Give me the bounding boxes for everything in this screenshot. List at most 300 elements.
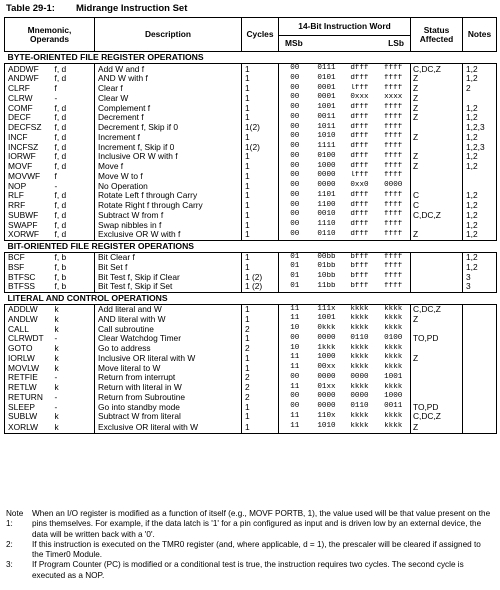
opcode-cell: kkkk <box>343 422 377 434</box>
opcode-msb-cell: 00 <box>290 64 300 73</box>
opcode-cell: 01bb <box>317 262 336 271</box>
cycles-cell: 1 <box>242 191 279 201</box>
opcode-lsb-cell: 1000 <box>377 392 411 402</box>
description-cell: Inclusive OR literal with W <box>95 353 242 363</box>
description-cell: Bit Set f <box>95 262 242 272</box>
notes-cell <box>463 344 497 354</box>
notes-cell <box>463 324 497 334</box>
opcode-cell: 0kkk <box>317 324 336 333</box>
status-affected-cell: Z <box>411 113 463 123</box>
notes-cell: 1,2 <box>463 220 497 230</box>
operands-cell: k <box>53 314 95 324</box>
opcode-cell: kkkk <box>350 353 369 362</box>
section-header-row <box>5 240 497 252</box>
opcode-cell: 0110 <box>317 229 336 238</box>
opcode-msb-cell: 00 <box>290 142 300 151</box>
opcode-cell: 1kkk <box>317 343 336 352</box>
instruction-row <box>5 402 497 412</box>
opcode-msb-cell: 11 <box>290 304 300 313</box>
section-header-row <box>5 292 497 304</box>
opcode-cell: dfff <box>350 132 369 141</box>
opcode-cell: 0000 <box>317 181 336 190</box>
mnemonic-cell: NOP <box>5 181 53 191</box>
opcode-cell: 0000 <box>317 333 336 342</box>
status-affected-cell <box>411 171 463 181</box>
instruction-row <box>5 412 497 422</box>
opcode-lsb-cell: kkkk <box>377 304 411 314</box>
opcode-cell: bfff <box>350 281 369 290</box>
opcode-cell: 0000 <box>350 392 369 401</box>
operands-cell: k <box>53 422 95 434</box>
status-affected-cell: Z <box>411 314 463 324</box>
operands-cell: k <box>53 412 95 422</box>
mnemonic-cell: ANDWF <box>5 74 53 84</box>
description-cell: Bit Test f, Skip if Clear <box>95 272 242 282</box>
note-label: 3: <box>6 560 13 570</box>
opcode-lsb-cell: xxxx <box>377 93 411 103</box>
status-affected-cell <box>411 344 463 354</box>
description-cell: Go to address <box>95 344 242 354</box>
mnemonic-cell: XORLW <box>5 422 53 434</box>
instruction-row <box>5 282 497 292</box>
opcode-lsb-cell: kkkk <box>377 363 411 373</box>
notes-cell: 1,2 <box>463 201 497 211</box>
opcode-msb-cell: 00 <box>290 402 300 411</box>
operands-cell: k <box>53 304 95 314</box>
mnemonic-cell: RETLW <box>5 383 53 393</box>
operands-cell: - <box>53 373 95 383</box>
mnemonic-cell: MOVF <box>5 162 53 172</box>
description-cell: Return from interrupt <box>95 373 242 383</box>
opcode-msb-cell: 00 <box>290 372 300 381</box>
notes-cell <box>463 314 497 324</box>
opcode-cell: 0100 <box>317 151 336 160</box>
mnemonic-cell: CLRW <box>5 93 53 103</box>
opcode-msb-cell: 00 <box>290 190 300 199</box>
opcode-cell: 1001 <box>317 314 336 323</box>
opcode-lsb-cell: ffff <box>377 171 411 181</box>
opcode-msb-cell: 00 <box>290 392 300 401</box>
opcode-cell: dfff <box>350 151 369 160</box>
notes-cell: 3 <box>463 282 497 292</box>
description-cell: Add W and f <box>95 64 242 74</box>
cycles-cell: 1 <box>242 113 279 123</box>
header-lsb: LSb <box>343 36 411 52</box>
instruction-row <box>5 113 497 123</box>
notes-cell: 1,2 <box>463 230 497 240</box>
status-affected-cell <box>411 363 463 373</box>
mnemonic-cell: ANDLW <box>5 314 53 324</box>
header-cycles: Cycles <box>242 18 279 52</box>
cycles-cell: 1(2) <box>242 123 279 133</box>
mnemonic-cell: BSF <box>5 262 53 272</box>
cycles-cell: 1 <box>242 262 279 272</box>
cycles-cell: 1 <box>242 314 279 324</box>
instruction-row <box>5 422 497 434</box>
instruction-row <box>5 181 497 191</box>
notes-cell <box>463 181 497 191</box>
opcode-cell: dfff <box>350 229 369 238</box>
opcode-cell: 1001 <box>317 103 336 112</box>
notes-cell <box>463 383 497 393</box>
opcode-cell: 1000 <box>317 161 336 170</box>
instruction-row <box>5 191 497 201</box>
opcode-lsb-cell: ffff <box>377 152 411 162</box>
instruction-row <box>5 171 497 181</box>
cycles-cell: 2 <box>242 383 279 393</box>
notes-cell: 1,2 <box>463 162 497 172</box>
description-cell: Inclusive OR W with f <box>95 152 242 162</box>
notes-cell: 1,2 <box>463 103 497 113</box>
opcode-cell: 1011 <box>317 122 336 131</box>
opcode-cell: 0010 <box>317 210 336 219</box>
notes-cell: 1,2 <box>463 210 497 220</box>
notes-cell: 1,2,3 <box>463 123 497 133</box>
description-cell: Rotate Left f through Carry <box>95 191 242 201</box>
section-title: LITERAL AND CONTROL OPERATIONS <box>5 292 497 304</box>
cycles-cell: 1 <box>242 210 279 220</box>
cycles-cell: 1(2) <box>242 142 279 152</box>
status-affected-cell: Z <box>411 162 463 172</box>
operands-cell: f, d <box>53 210 95 220</box>
opcode-lsb-cell: ffff <box>377 132 411 142</box>
cycles-cell: 1 <box>242 64 279 74</box>
opcode-cell: 0000 <box>317 171 336 180</box>
header-instruction-word: 14-Bit Instruction Word <box>279 18 411 36</box>
cycles-cell: 1 <box>242 132 279 142</box>
opcode-cell: 1010 <box>311 422 343 434</box>
operands-cell: k <box>53 353 95 363</box>
description-cell: Bit Clear f <box>95 252 242 262</box>
instruction-row <box>5 152 497 162</box>
cycles-cell: 1 <box>242 84 279 94</box>
opcode-lsb-cell: ffff <box>377 282 411 292</box>
cycles-cell: 1 <box>242 220 279 230</box>
opcode-lsb-cell: ffff <box>377 230 411 240</box>
opcode-lsb-cell: ffff <box>377 201 411 211</box>
status-affected-cell: Z <box>411 353 463 363</box>
mnemonic-cell: CALL <box>5 324 53 334</box>
instruction-row <box>5 262 497 272</box>
opcode-cell: 00bb <box>317 252 336 261</box>
opcode-lsb-cell: kkkk <box>377 344 411 354</box>
operands-cell: k <box>53 344 95 354</box>
opcode-cell: dfff <box>350 161 369 170</box>
opcode-cell: dfff <box>350 200 369 209</box>
cycles-cell: 2 <box>242 324 279 334</box>
header-status: Status Affected <box>411 18 463 52</box>
opcode-cell: dfff <box>350 142 369 151</box>
status-affected-cell <box>411 252 463 262</box>
opcode-cell: 0xxx <box>350 93 369 102</box>
opcode-cell: 1000 <box>317 353 336 362</box>
notes-cell: 1,2,3 <box>463 142 497 152</box>
opcode-msb-cell: 11 <box>290 363 300 372</box>
opcode-cell: dfff <box>350 64 369 73</box>
instruction-row <box>5 93 497 103</box>
opcode-msb-cell: 00 <box>290 229 300 238</box>
opcode-lsb-cell: 0100 <box>377 334 411 344</box>
opcode-cell: kkkk <box>350 411 369 420</box>
description-cell: Subtract W from literal <box>95 412 242 422</box>
instruction-row <box>5 304 497 314</box>
opcode-lsb-cell: ffff <box>377 262 411 272</box>
mnemonic-cell: RETURN <box>5 392 53 402</box>
notes-cell <box>463 412 497 422</box>
mnemonic-cell: BTFSS <box>5 282 53 292</box>
instruction-row <box>5 252 497 262</box>
status-affected-cell: Z <box>411 422 463 434</box>
opcode-msb-cell: 00 <box>290 200 300 209</box>
opcode-msb-cell: 11 <box>290 314 300 323</box>
opcode-lsb-cell: ffff <box>377 272 411 282</box>
operands-cell: f <box>53 171 95 181</box>
notes-cell: 1,2 <box>463 132 497 142</box>
status-affected-cell: Z <box>411 230 463 240</box>
status-affected-cell: C,DC,Z <box>411 64 463 74</box>
mnemonic-cell: SUBLW <box>5 412 53 422</box>
note-item <box>6 540 494 561</box>
table-title: Midrange Instruction Set <box>76 3 188 14</box>
opcode-lsb-cell: ffff <box>377 123 411 133</box>
cycles-cell: 1 <box>242 422 279 434</box>
mnemonic-cell: SLEEP <box>5 402 53 412</box>
notes-cell: 1,2 <box>463 64 497 74</box>
opcode-cell: 0101 <box>317 73 336 82</box>
table-body <box>5 52 497 434</box>
status-affected-cell: C <box>411 201 463 211</box>
opcode-msb-cell: 00 <box>290 333 300 342</box>
opcode-lsb-cell: kkkk <box>377 383 411 393</box>
cycles-cell: 1 <box>242 230 279 240</box>
opcode-msb-cell: 11 <box>290 411 300 420</box>
status-affected-cell: Z <box>411 152 463 162</box>
operands-cell: k <box>53 363 95 373</box>
opcode-lsb-cell: ffff <box>377 113 411 123</box>
instruction-row <box>5 64 497 74</box>
opcode-lsb-cell: 0000 <box>377 181 411 191</box>
operands-cell: - <box>53 334 95 344</box>
instruction-row <box>5 123 497 133</box>
description-cell: Complement f <box>95 103 242 113</box>
opcode-cell: 0000 <box>317 372 336 381</box>
opcode-msb-cell: 00 <box>290 112 300 121</box>
instruction-row <box>5 383 497 393</box>
cycles-cell: 1 <box>242 412 279 422</box>
note-item <box>6 509 494 540</box>
operands-cell: f, d <box>53 113 95 123</box>
description-cell: Add literal and W <box>95 304 242 314</box>
status-affected-cell: Z <box>411 74 463 84</box>
opcode-msb-cell: 00 <box>290 220 300 229</box>
description-cell: Return from Subroutine <box>95 392 242 402</box>
status-affected-cell <box>411 373 463 383</box>
opcode-cell: 1101 <box>317 190 336 199</box>
opcode-cell: lfff <box>350 171 369 180</box>
operands-cell: f, d <box>53 142 95 152</box>
mnemonic-cell: CLRWDT <box>5 334 53 344</box>
notes-cell <box>463 334 497 344</box>
opcode-cell: dfff <box>350 190 369 199</box>
status-affected-cell <box>411 123 463 133</box>
opcode-cell: 0xx0 <box>350 181 369 190</box>
cycles-cell: 1 <box>242 304 279 314</box>
status-affected-cell <box>411 181 463 191</box>
opcode-lsb-cell: ffff <box>377 64 411 74</box>
opcode-lsb-cell: ffff <box>377 162 411 172</box>
opcode-lsb-cell: ffff <box>377 252 411 262</box>
instruction-row <box>5 210 497 220</box>
instruction-row <box>5 162 497 172</box>
note-label: 2: <box>6 539 13 549</box>
description-cell: AND literal with W <box>95 314 242 324</box>
mnemonic-cell: DECFSZ <box>5 123 53 133</box>
description-cell: Clear W <box>95 93 242 103</box>
description-cell: Increment f <box>95 132 242 142</box>
opcode-msb-cell: 11 <box>279 422 311 434</box>
header-mnemonic: Mnemonic, Operands <box>5 18 95 52</box>
notes-cell: 1,2 <box>463 191 497 201</box>
opcode-msb-cell: 11 <box>290 353 300 362</box>
instruction-row <box>5 230 497 240</box>
opcode-lsb-cell: 1001 <box>377 373 411 383</box>
description-cell: Rotate Right f through Carry <box>95 201 242 211</box>
operands-cell: f, d <box>53 123 95 133</box>
notes-cell: 1,2 <box>463 113 497 123</box>
opcode-msb-cell: 00 <box>290 161 300 170</box>
opcode-lsb-cell: ffff <box>377 142 411 152</box>
instruction-row <box>5 324 497 334</box>
opcode-lsb-cell: ffff <box>377 210 411 220</box>
operands-cell: k <box>53 324 95 334</box>
notes-cell: 2 <box>463 84 497 94</box>
cycles-cell: 2 <box>242 392 279 402</box>
instruction-row <box>5 74 497 84</box>
mnemonic-cell: BCF <box>5 252 53 262</box>
notes-cell: 1,2 <box>463 252 497 262</box>
operands-cell: f, d <box>53 201 95 211</box>
opcode-cell: dfff <box>350 220 369 229</box>
opcode-cell: 0001 <box>317 93 336 102</box>
description-cell: Move literal to W <box>95 363 242 373</box>
description-cell: No Operation <box>95 181 242 191</box>
mnemonic-cell: ADDLW <box>5 304 53 314</box>
status-affected-cell: C,DC,Z <box>411 412 463 422</box>
description-cell: AND W with f <box>95 74 242 84</box>
notes-cell <box>463 363 497 373</box>
status-affected-cell <box>411 324 463 334</box>
note-label: Note 1: <box>6 509 24 529</box>
description-cell: Increment f, Skip if 0 <box>95 142 242 152</box>
opcode-msb-cell: 00 <box>290 171 300 180</box>
opcode-msb-cell: 01 <box>290 262 300 271</box>
cycles-cell: 1 <box>242 334 279 344</box>
opcode-cell: 0111 <box>317 64 336 73</box>
operands-cell: - <box>53 181 95 191</box>
cycles-cell: 1 <box>242 74 279 84</box>
opcode-lsb-cell: ffff <box>377 220 411 230</box>
status-affected-cell <box>411 262 463 272</box>
status-affected-cell: C <box>411 191 463 201</box>
notes-cell <box>463 353 497 363</box>
cycles-cell: 1 (2) <box>242 282 279 292</box>
opcode-cell: 00xx <box>317 363 336 372</box>
table-notes <box>6 509 494 581</box>
mnemonic-cell: CLRF <box>5 84 53 94</box>
cycles-cell: 1 <box>242 152 279 162</box>
table-caption <box>6 3 187 14</box>
opcode-lsb-cell: ffff <box>377 191 411 201</box>
opcode-cell: 1010 <box>317 132 336 141</box>
notes-cell: 1,2 <box>463 262 497 272</box>
mnemonic-cell: IORWF <box>5 152 53 162</box>
opcode-lsb-cell: kkkk <box>377 412 411 422</box>
opcode-cell: bfff <box>350 262 369 271</box>
instruction-row <box>5 353 497 363</box>
opcode-lsb-cell: ffff <box>377 84 411 94</box>
instruction-set-table <box>4 17 497 434</box>
notes-cell <box>463 171 497 181</box>
status-affected-cell: Z <box>411 93 463 103</box>
mnemonic-cell: RRF <box>5 201 53 211</box>
cycles-cell: 1 <box>242 103 279 113</box>
opcode-msb-cell: 00 <box>290 103 300 112</box>
description-cell: Clear f <box>95 84 242 94</box>
mnemonic-cell: IORLW <box>5 353 53 363</box>
opcode-msb-cell: 00 <box>290 151 300 160</box>
opcode-lsb-cell: kkkk <box>377 422 411 434</box>
operands-cell: f <box>53 84 95 94</box>
note-text: When an I/O register is modified as a function of itself (e.g., MOVF PORTB, 1), the value used will be that value present on the pins themselves. For example, if the data latch is '1' for a pin configured as input and is driven low by an external device, the data will be written back with a '0'. <box>32 509 491 539</box>
operands-cell: f, d <box>53 162 95 172</box>
instruction-row <box>5 344 497 354</box>
operands-cell: f, d <box>53 152 95 162</box>
opcode-msb-cell: 00 <box>290 93 300 102</box>
operands-cell: f, b <box>53 272 95 282</box>
notes-cell <box>463 422 497 434</box>
opcode-cell: bfff <box>350 272 369 281</box>
cycles-cell: 1 <box>242 181 279 191</box>
cycles-cell: 1 <box>242 171 279 181</box>
cycles-cell: 1 <box>242 252 279 262</box>
operands-cell: k <box>53 383 95 393</box>
note-text: If this instruction is executed on the TMR0 register (and, where applicable, d = 1), the prescaler will be cleared if assigned to the Timer0 Module. <box>32 539 481 560</box>
operands-cell: - <box>53 392 95 402</box>
opcode-cell: 0001 <box>317 83 336 92</box>
note-text: If Program Counter (PC) is modified or a conditional test is true, the instruction requires two cycles. The second cycle is executed as a NOP. <box>32 560 464 580</box>
description-cell: Exclusive OR literal with W <box>95 422 242 434</box>
operands-cell: f, d <box>53 220 95 230</box>
opcode-msb-cell: 00 <box>290 83 300 92</box>
opcode-lsb-cell: 0011 <box>377 402 411 412</box>
notes-cell: 1,2 <box>463 152 497 162</box>
operands-cell: f, d <box>53 230 95 240</box>
mnemonic-cell: MOVWF <box>5 171 53 181</box>
opcode-cell: 110x <box>317 411 336 420</box>
mnemonic-cell: GOTO <box>5 344 53 354</box>
description-cell: Clear Watchdog Timer <box>95 334 242 344</box>
description-cell: Exclusive OR W with f <box>95 230 242 240</box>
cycles-cell: 1 <box>242 353 279 363</box>
mnemonic-cell: RETFIE <box>5 373 53 383</box>
instruction-row <box>5 314 497 324</box>
status-affected-cell <box>411 282 463 292</box>
section-title: BIT-ORIENTED FILE REGISTER OPERATIONS <box>5 240 497 252</box>
opcode-msb-cell: 01 <box>290 281 300 290</box>
description-cell: Bit Test f, Skip if Set <box>95 282 242 292</box>
section-title: BYTE-ORIENTED FILE REGISTER OPERATIONS <box>5 52 497 64</box>
notes-cell: 3 <box>463 272 497 282</box>
